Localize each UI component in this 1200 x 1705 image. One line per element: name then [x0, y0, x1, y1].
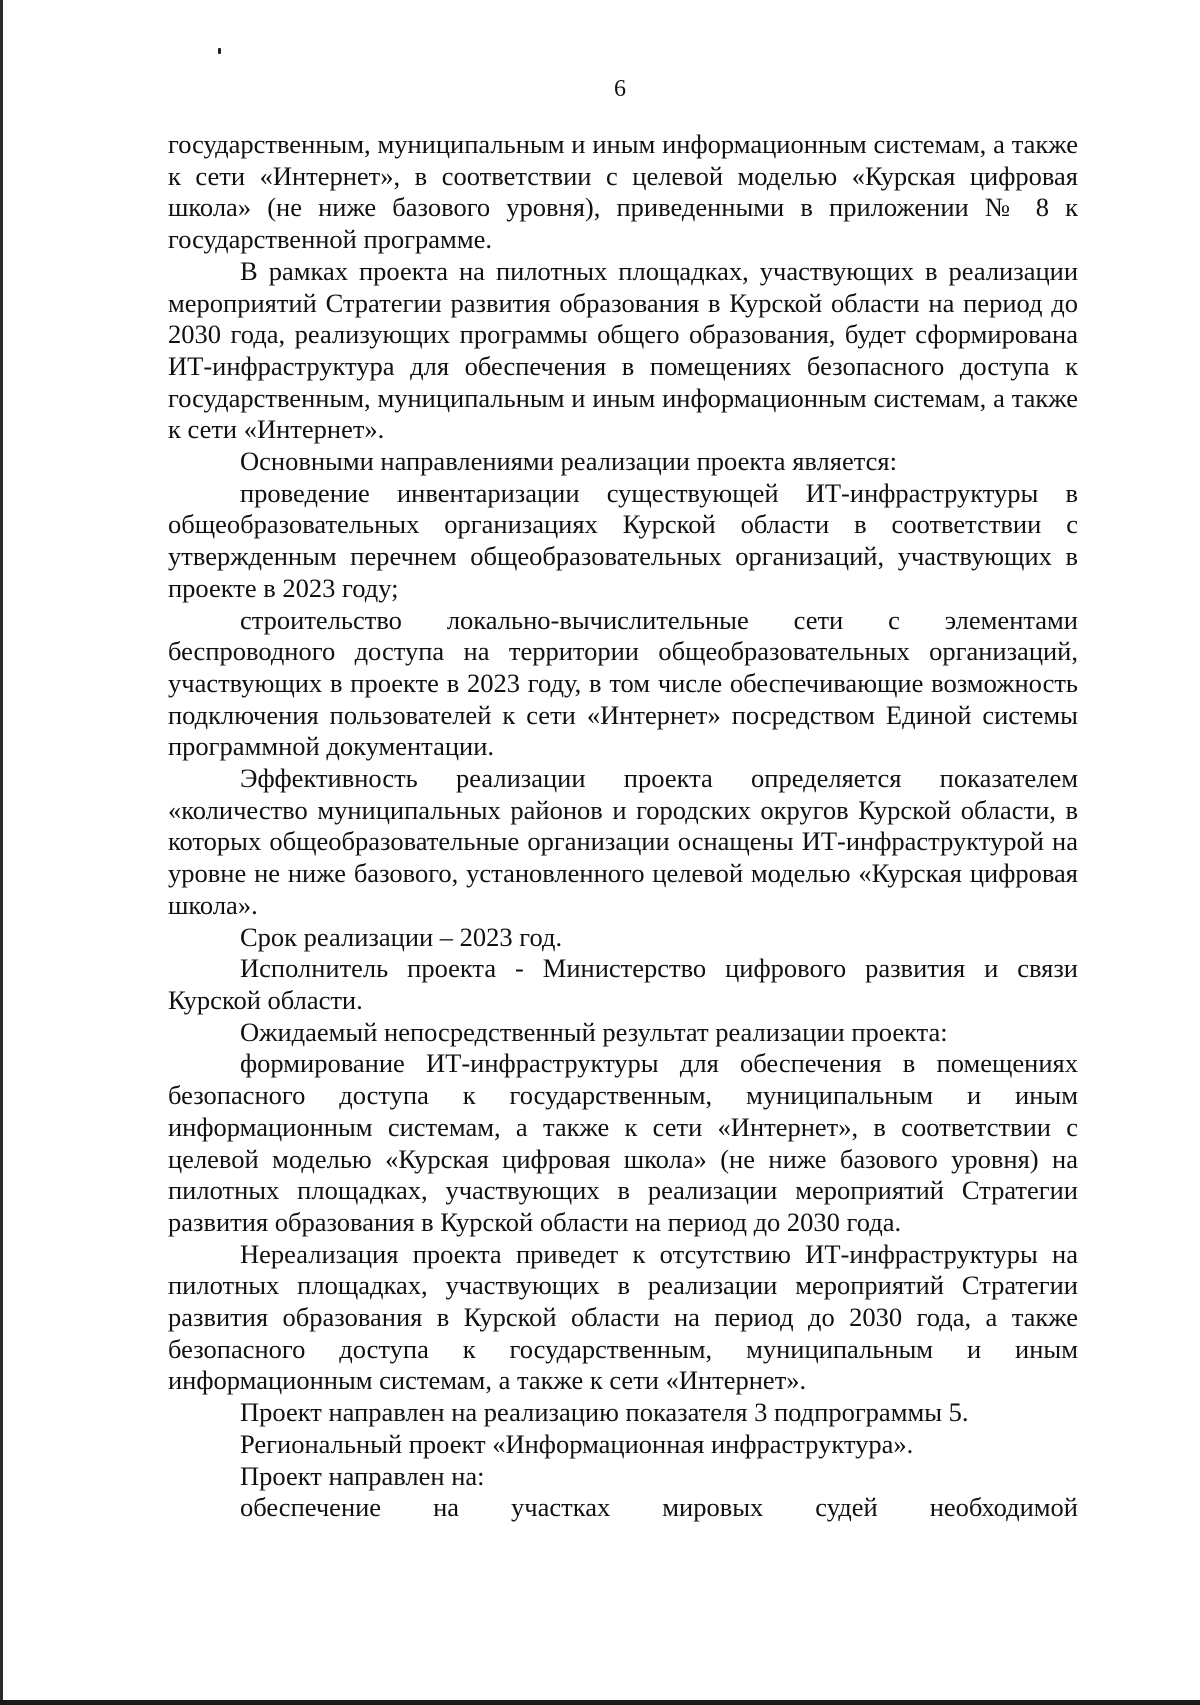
paragraph-inventory: проведение инвентаризации существующей ИТ-инфраструктуры в общеобразовательных организациях Курской области в соответствии с утвержденным перечнем общеобразовательных организаций, участвующих в проекте в 2023 году; [168, 477, 1078, 603]
paragraph-regional-project: Региональный проект «Информационная инфраструктура». [240, 1428, 914, 1459]
paragraph-expected-result: Ожидаемый непосредственный результат реализации проекта: [240, 1016, 948, 1047]
paragraph-efficiency: Эффективность реализации проекта определяется показателем «количество муниципальных районов и городских округов Курской области, в которых общеобразовательные организации оснащены ИТ-инфраструктурой на уровне не ниже базового, установленного целевой моделью «Курская цифровая школа». [168, 763, 1078, 920]
paragraph-term: Срок реализации – 2023 год. [240, 921, 563, 952]
paragraph-non-implementation: Нереализация проекта приведет к отсутствию ИТ-инфраструктуры на пилотных площадках, участвующих в реализации мероприятий Стратегии развития образования в Курской области на период до 2030 года, а также безопасного доступа к государственным, муниципальным и иным информационным системам, а также к сети «Интернет». [168, 1238, 1078, 1396]
page-number: 6 [614, 76, 626, 102]
paragraph-provision: обеспечение на участках мировых судей необходимой [240, 1492, 1078, 1523]
scan-bottom-edge [0, 1700, 1200, 1705]
paragraph-main-directions: Основными направлениями реализации проекта является: [240, 446, 897, 477]
paragraph-construction: строительство локально-вычислительные сети с элементами беспроводного доступа на территории общеобразовательных организаций, участвующих в проекте в 2023 году, в том числе обеспечивающие возможность подключения пользователей к сети «Интернет» посредством Единой системы программной документации. [168, 604, 1078, 762]
scan-speck [218, 48, 221, 54]
document-body [168, 129, 1078, 1524]
paragraph-executor: Исполнитель проекта - Министерство цифрового развития и связи Курской области. [168, 953, 1078, 1015]
paragraph-aimed-at: Проект направлен на: [240, 1460, 485, 1491]
paragraph-continuation: государственным, муниципальным и иным информационным системам, а также к сети «Интернет», в соответствии с целевой моделью «Курская цифровая школа» (не ниже базового уровня), приведенными в приложении № 8 к государственной программе. [168, 129, 1078, 255]
paragraph-indicator: Проект направлен на реализацию показателя 3 подпрограммы 5. [240, 1397, 969, 1428]
paragraph-formation: формирование ИТ-инфраструктуры для обеспечения в помещениях безопасного доступа к государственным, муниципальным и иным информационным системам, а также к сети «Интернет», в соответствии с целевой моделью «Курская цифровая школа» (не ниже базового уровня) на пилотных площадках, участвующих в реализации мероприятий Стратегии развития образования в Курской области на период до 2030 года. [168, 1048, 1078, 1237]
scan-left-edge [0, 0, 3, 1705]
paragraph-project-scope: В рамках проекта на пилотных площадках, участвующих в реализации мероприятий Стратегии развития образования в Курской области на период до 2030 года, реализующих программы общего образования, будет сформирована ИТ-инфраструктура для обеспечения в помещениях безопасного доступа к государственным, муниципальным и иным информационным системам, а также к сети «Интернет». [168, 255, 1078, 445]
